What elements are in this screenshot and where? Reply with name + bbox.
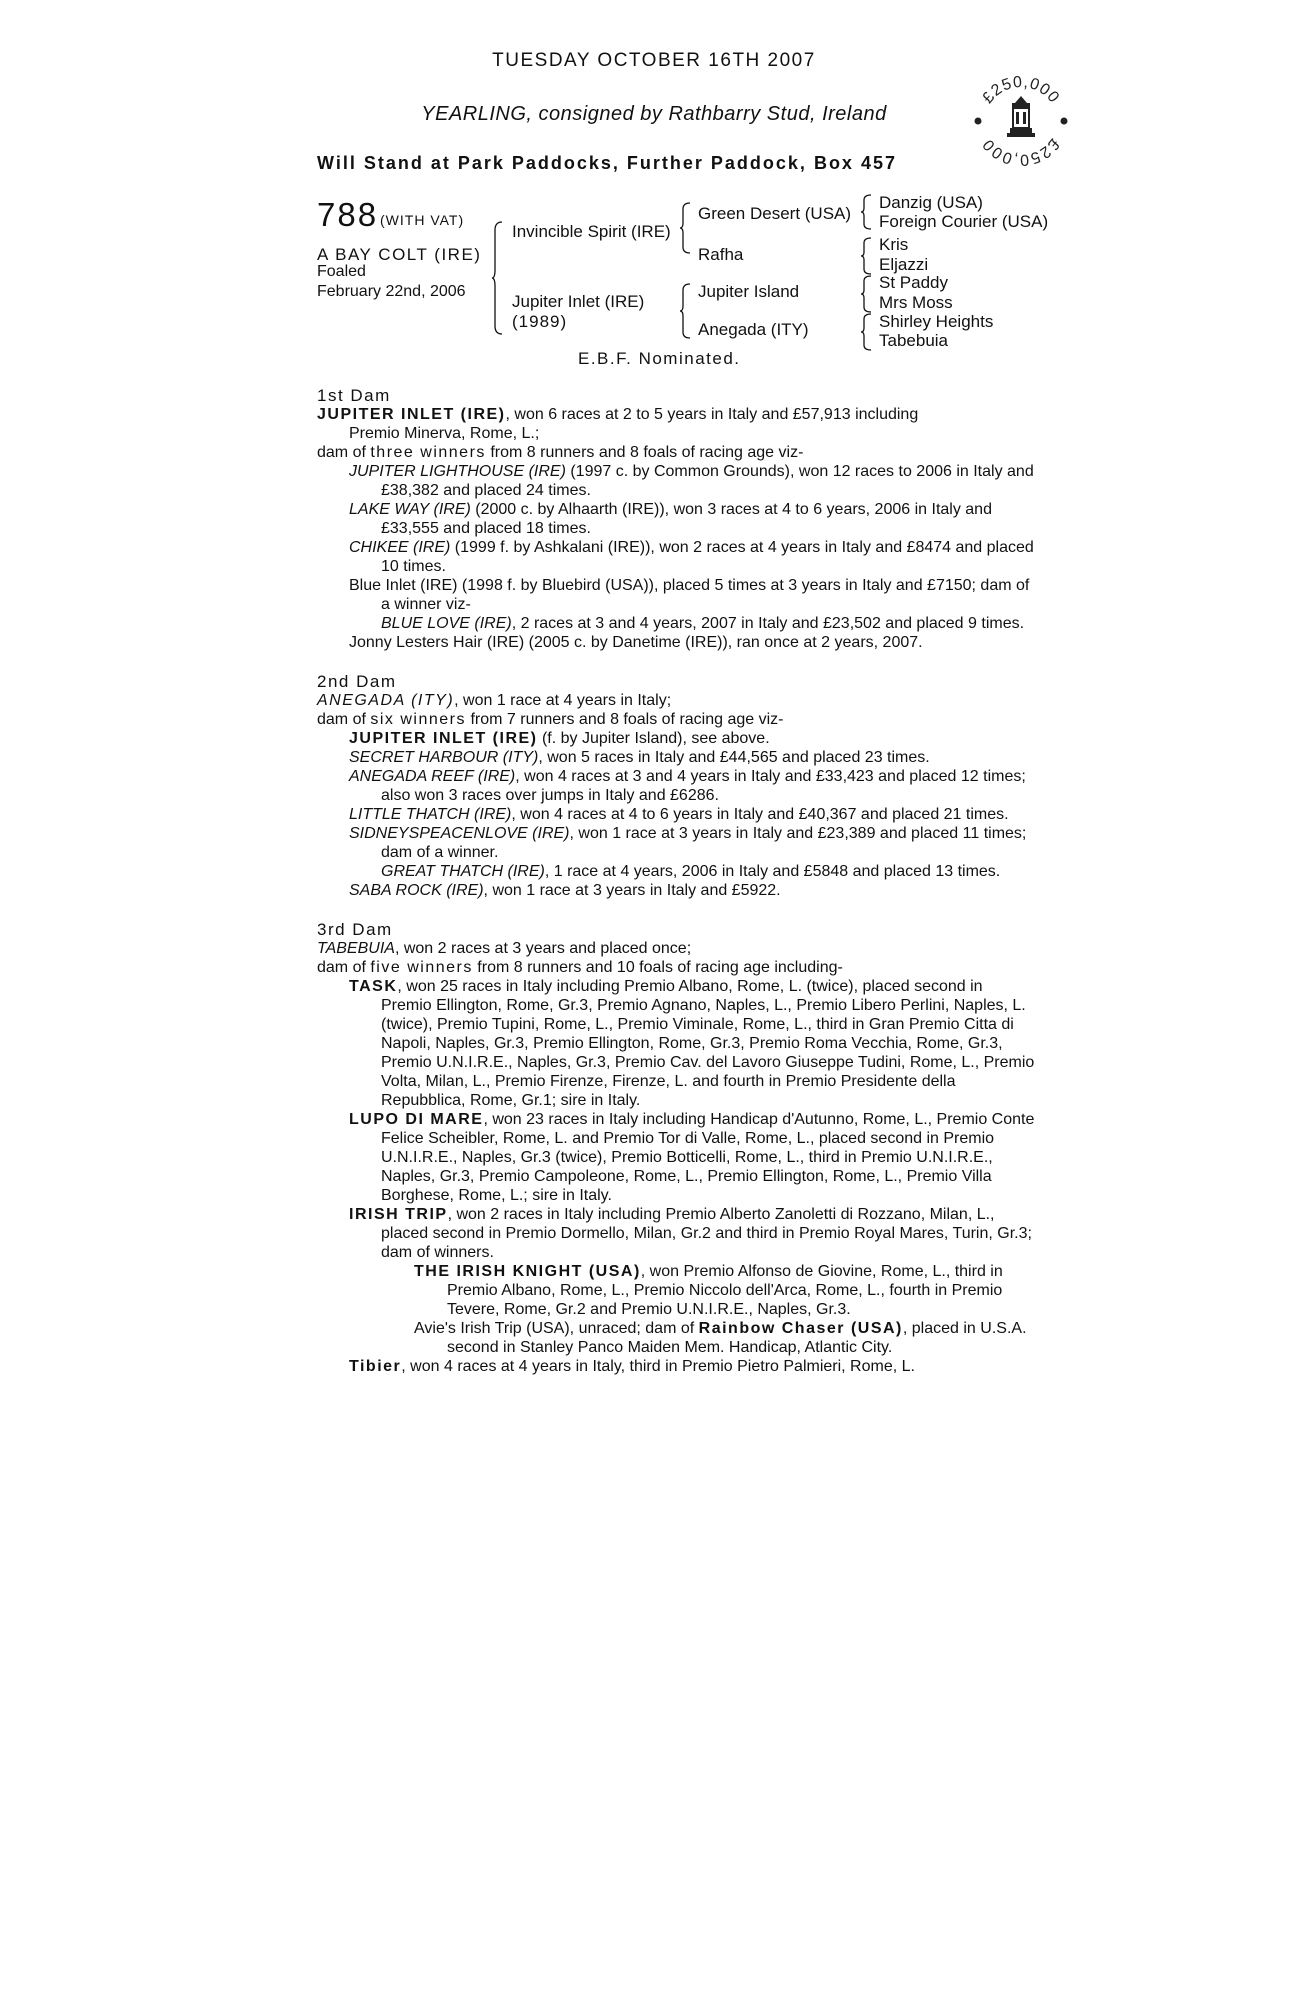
list-item: LITTLE THATCH (IRE), won 4 races at 4 to 6 years in Italy and £40,367 and placed 21 times. [349, 806, 1009, 823]
dam1-produce: dam of three winners from 8 runners and 8 foals of racing age viz- [317, 444, 804, 461]
consignment-line: YEARLING, consigned by Rathbarry Stud, Ireland [421, 103, 887, 125]
dam1-record-cont: Premio Minerva, Rome, L.; [349, 425, 540, 442]
list-item: JUPITER INLET (IRE) (f. by Jupiter Island), see above. [349, 730, 770, 747]
section-heading-2nd-dam: 2nd Dam [317, 672, 397, 691]
list-item: Tibier, won 4 races at 4 years in Italy, third in Premio Pietro Palmieri, Rome, L. [349, 1358, 915, 1375]
pedigree-brace-ss [861, 195, 873, 229]
ebf-note: E.B.F. Nominated. [578, 349, 741, 368]
pedigree-dam-year: (1989) [512, 312, 568, 331]
list-item: Jonny Lesters Hair (IRE) (2005 c. by Danetime (IRE)), ran once at 2 years, 2007. [349, 634, 923, 651]
pedigree-dss: St Paddy [879, 273, 948, 292]
pedigree-ssd: Foreign Courier (USA) [879, 212, 1049, 231]
pedigree-brace-dam [680, 284, 692, 338]
lot-number: 788 [317, 196, 379, 233]
pedigree-sire: Invincible Spirit (IRE) [512, 222, 671, 241]
foaled-date: February 22nd, 2006 [317, 283, 466, 300]
list-item: JUPITER LIGHTHOUSE (IRE) (1997 c. by Common Grounds), won 12 races to 2006 in Italy and £38,382 and placed 24 times. [349, 463, 1034, 499]
pedigree-sds: Kris [879, 235, 909, 254]
list-item: TASK, won 25 races in Italy including Premio Albano, Rome, L. (twice), placed second in Premio Ellington, Rome, Gr.3, Premio Agnano, Naples, L., Premio Libero Perlini, Naples, L. (twice), Premio Tupini, Rome, L., Premio Viminale, Rome, L., third in Gran Premio Citta di Napoli, Naples, Gr.3, Premio Ellington, Rome, Gr.3, Premio Roma Vecchia, Rome, Gr.3, Premio U.N.I.R.E., Naples, Gr.3, Premio Cav. del Lavoro Giuseppe Tudini, Rome, L., Premio Volta, Milan, L., Premio Firenze, Firenze, L. and fourth in Premio Presidente della Repubblica, Rome, Gr.1; sire in Italy. [349, 978, 1035, 1109]
pedigree-brace-main [492, 222, 504, 334]
dam2-produce: dam of six winners from 7 runners and 8 foals of racing age viz- [317, 711, 784, 728]
pedigree-sss: Danzig (USA) [879, 193, 983, 212]
list-item: SABA ROCK (IRE), won 1 race at 3 years in Italy and £5922. [349, 882, 781, 899]
section-heading-3rd-dam: 3rd Dam [317, 920, 393, 939]
list-item: LUPO DI MARE, won 23 races in Italy including Handicap d'Autunno, Rome, L., Premio Conte Felice Scheibler, Rome, L. and Premio Tor di Valle, Rome, L., placed second in Premio U.N.I.R.E., Naples, Gr.3 (twice), Premio Botticelli, Rome, L., third in Premio U.N.I.R.E., Naples, Gr.3, Premio Campoleone, Rome, L., Premio Ellington, Rome, L., Premio Villa Borghese, Rome, L.; sire in Italy. [349, 1111, 1035, 1204]
pedigree-sire-sire: Green Desert (USA) [698, 204, 852, 223]
section-heading-1st-dam: 1st Dam [317, 386, 391, 405]
pedigree-ddd: Tabebuia [879, 331, 949, 350]
pedigree-dam-dam: Anegada (ITY) [698, 320, 809, 339]
pedigree-brace-sire [680, 203, 692, 253]
produce-record [317, 386, 1037, 1376]
list-item: Avie's Irish Trip (USA), unraced; dam of Rainbow Chaser (USA), placed in U.S.A. second in Stanley Panco Maiden Mem. Handicap, Atlantic City. [414, 1320, 1027, 1356]
list-item: CHIKEE (IRE) (1999 f. by Ashkalani (IRE)), won 2 races at 4 years in Italy and £8474 and placed 10 times. [349, 539, 1034, 575]
pedigree-sdd: Eljazzi [879, 255, 929, 274]
svg-text:£250,000: £250,000 [979, 73, 1063, 107]
list-item: BLUE LOVE (IRE), 2 races at 3 and 4 years, 2007 in Italy and £23,502 and placed 9 times. [381, 615, 1025, 632]
pedigree-dam: Jupiter Inlet (IRE) [512, 292, 645, 311]
dam1-record: JUPITER INLET (IRE), won 6 races at 2 to 5 years in Italy and £57,913 including [317, 406, 919, 423]
foaled-label: Foaled [317, 263, 366, 280]
lot-description: A BAY COLT (IRE) [317, 245, 482, 264]
list-item: Blue Inlet (IRE) (1998 f. by Bluebird (USA)), placed 5 times at 3 years in Italy and £7150; dam of a winner viz- [349, 577, 1030, 613]
price-stamp-icon [966, 66, 1076, 176]
svg-text:£250,000: £250,000 [979, 135, 1063, 169]
list-item: LAKE WAY (IRE) (2000 c. by Alhaarth (IRE)), won 3 races at 4 to 6 years, 2006 in Italy and £33,555 and placed 18 times. [349, 501, 992, 537]
vat-note: (WITH VAT) [380, 212, 465, 228]
list-item: GREAT THATCH (IRE), 1 race at 4 years, 2006 in Italy and £5848 and placed 13 times. [381, 863, 1001, 880]
pedigree-dsd: Mrs Moss [879, 293, 953, 312]
pedigree-sire-dam: Rafha [698, 245, 744, 264]
pedigree-brace-dd [861, 314, 873, 350]
list-item: IRISH TRIP, won 2 races in Italy including Premio Alberto Zanoletti di Rozzano, Milan, L., placed second in Premio Dormello, Milan, Gr.2 and third in Premio Royal Mares, Turin, Gr.3; dam of winners. [349, 1206, 1032, 1261]
dam3-produce: dam of five winners from 8 runners and 10 foals of racing age including- [317, 959, 843, 976]
list-item: SIDNEYSPEACENLOVE (IRE), won 1 race at 3 years in Italy and £23,389 and placed 11 times; dam of a winner. [349, 825, 1027, 861]
sale-date: TUESDAY OCTOBER 16TH 2007 [492, 50, 816, 71]
list-item: ANEGADA REEF (IRE), won 4 races at 3 and 4 years in Italy and £33,423 and placed 12 times; also won 3 races over jumps in Italy and £6286. [349, 768, 1026, 804]
pedigree-brace-sd [861, 238, 873, 274]
dam2-record: ANEGADA (ITY), won 1 race at 4 years in Italy; [317, 692, 672, 709]
pedigree-dds: Shirley Heights [879, 312, 994, 331]
pedigree-brace-ds [861, 276, 873, 312]
list-item: THE IRISH KNIGHT (USA), won Premio Alfonso de Giovine, Rome, L., third in Premio Albano, Rome, L., Premio Niccolo dell'Arca, Rome, L., fourth in Premio Tevere, Rome, Gr.2 and Premio U.N.I.R.E., Naples, Gr.3. [414, 1263, 1003, 1318]
list-item: SECRET HARBOUR (ITY), won 5 races in Italy and £44,565 and placed 23 times. [349, 749, 930, 766]
stand-location: Will Stand at Park Paddocks, Further Paddock, Box 457 [317, 153, 897, 173]
dam3-record: TABEBUIA, won 2 races at 3 years and placed once; [317, 940, 692, 957]
pedigree-dam-sire: Jupiter Island [698, 282, 800, 301]
